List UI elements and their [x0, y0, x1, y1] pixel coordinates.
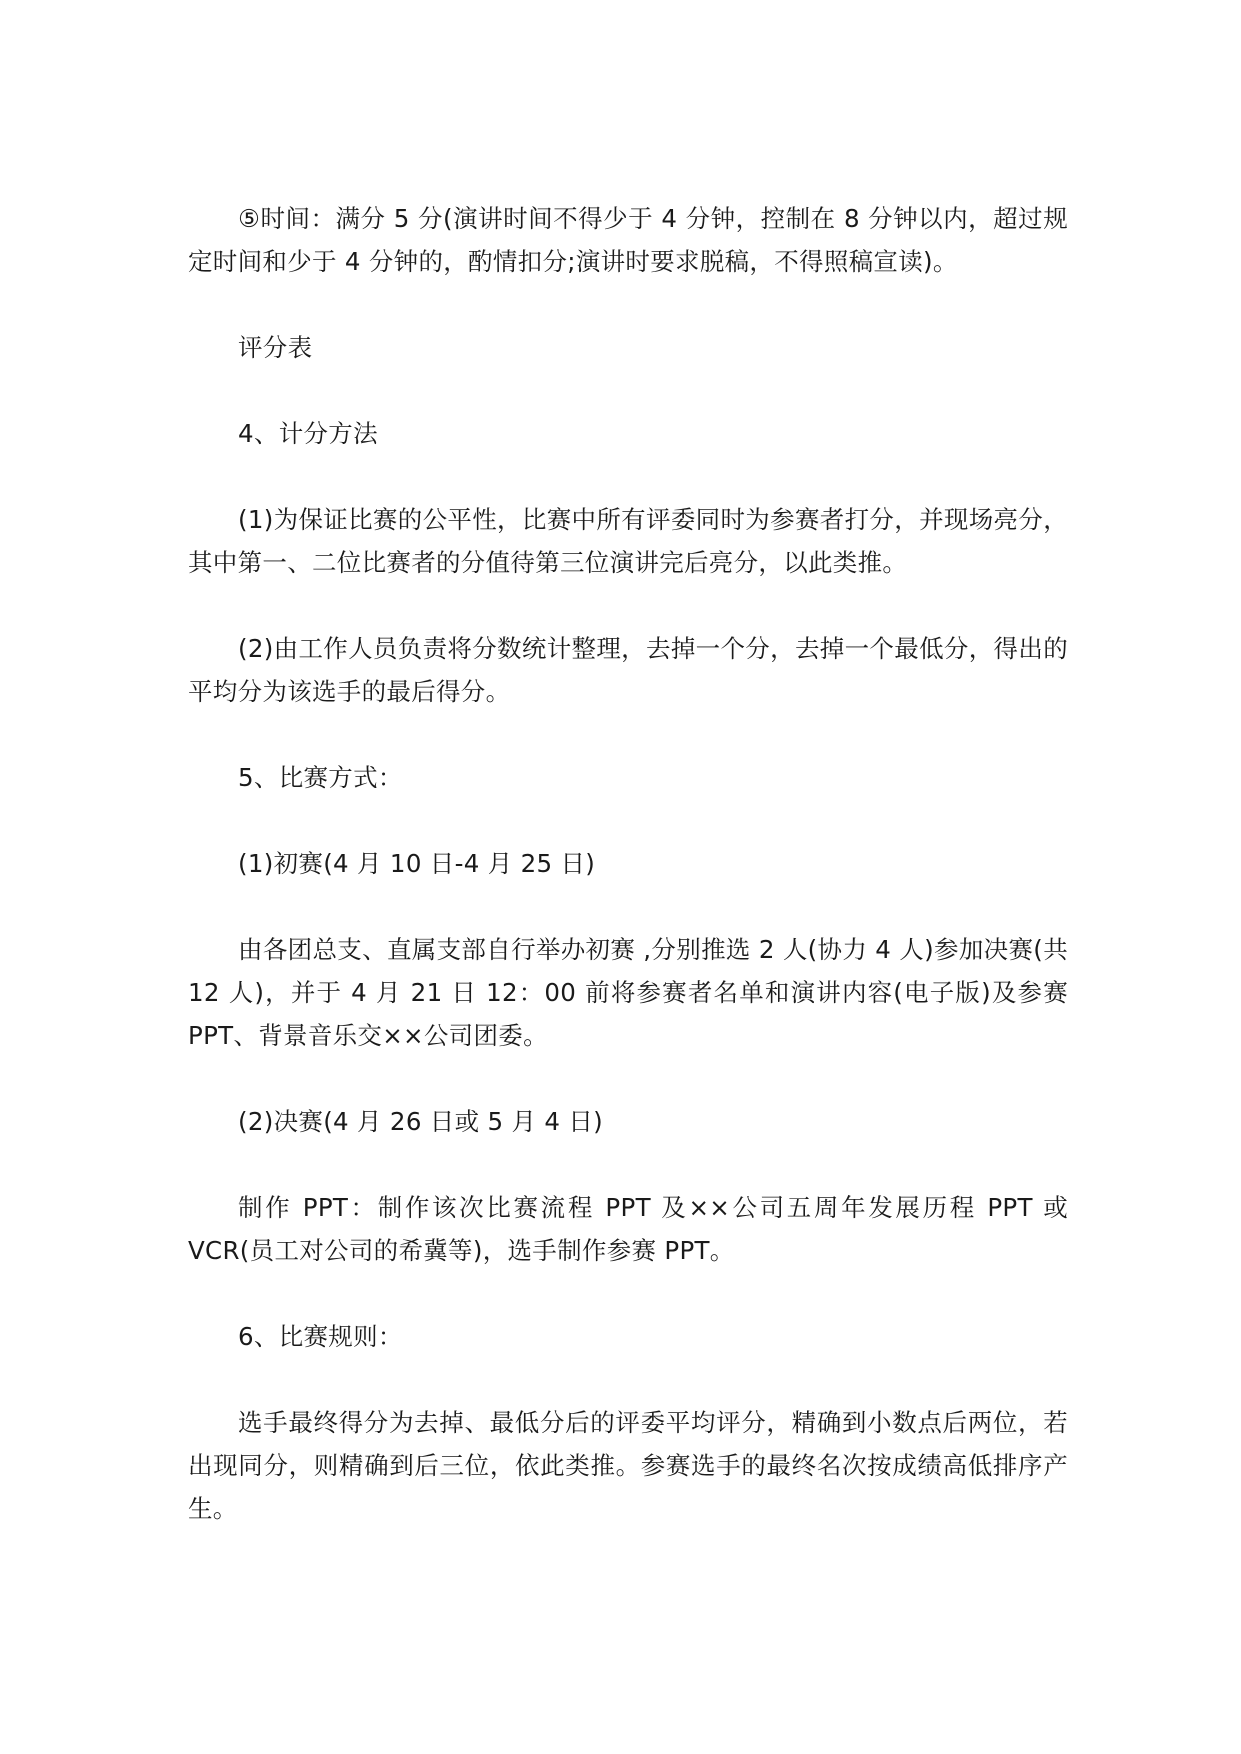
heading-scoring-method: 4、计分方法: [238, 419, 378, 448]
paragraph-fairness: (1)为保证比赛的公平性，比赛中所有评委同时为参赛者打分，并现场亮分，其中第一、二位比赛者的分值待第三位演讲完后亮分，以此类推。: [188, 505, 1068, 577]
heading-preliminary-round: (1)初赛(4 月 10 日-4 月 25 日): [238, 849, 596, 878]
paragraph-preliminary-details: 由各团总支、直属支部自行举办初赛 ,分别推选 2 人(协力 4 人)参加决赛(共 12 人)，并于 4 月 21 日 12：00 前将参赛者名单和演讲内容(电子版)及参赛 PPT、背景音乐交××公司团委。: [188, 935, 1068, 1050]
paragraph-final-score: (2)由工作人员负责将分数统计整理，去掉一个分，去掉一个最低分，得出的平均分为该选手的最后得分。: [188, 634, 1068, 706]
heading-final-round: (2)决赛(4 月 26 日或 5 月 4 日): [238, 1107, 603, 1136]
paragraph-score-table: 评分表: [238, 333, 313, 362]
paragraph-time-scoring: ⑤时间：满分 5 分(演讲时间不得少于 4 分钟，控制在 8 分钟以内，超过规定时间和少于 4 分钟的，酌情扣分;演讲时要求脱稿，不得照稿宣读)。: [188, 204, 1068, 276]
document-body: [188, 197, 1068, 1530]
paragraph-ranking-rules: 选手最终得分为去掉、最低分后的评委平均评分，精确到小数点后两位，若出现同分，则精确到后三位，依此类推。参赛选手的最终名次按成绩高低排序产生。: [188, 1408, 1068, 1523]
paragraph-ppt-production: 制作 PPT：制作该次比赛流程 PPT 及××公司五周年发展历程 PPT 或 VCR(员工对公司的希冀等)，选手制作参赛 PPT。: [188, 1193, 1068, 1265]
heading-competition-rules: 6、比赛规则：: [238, 1322, 403, 1351]
heading-competition-format: 5、比赛方式：: [238, 763, 403, 792]
